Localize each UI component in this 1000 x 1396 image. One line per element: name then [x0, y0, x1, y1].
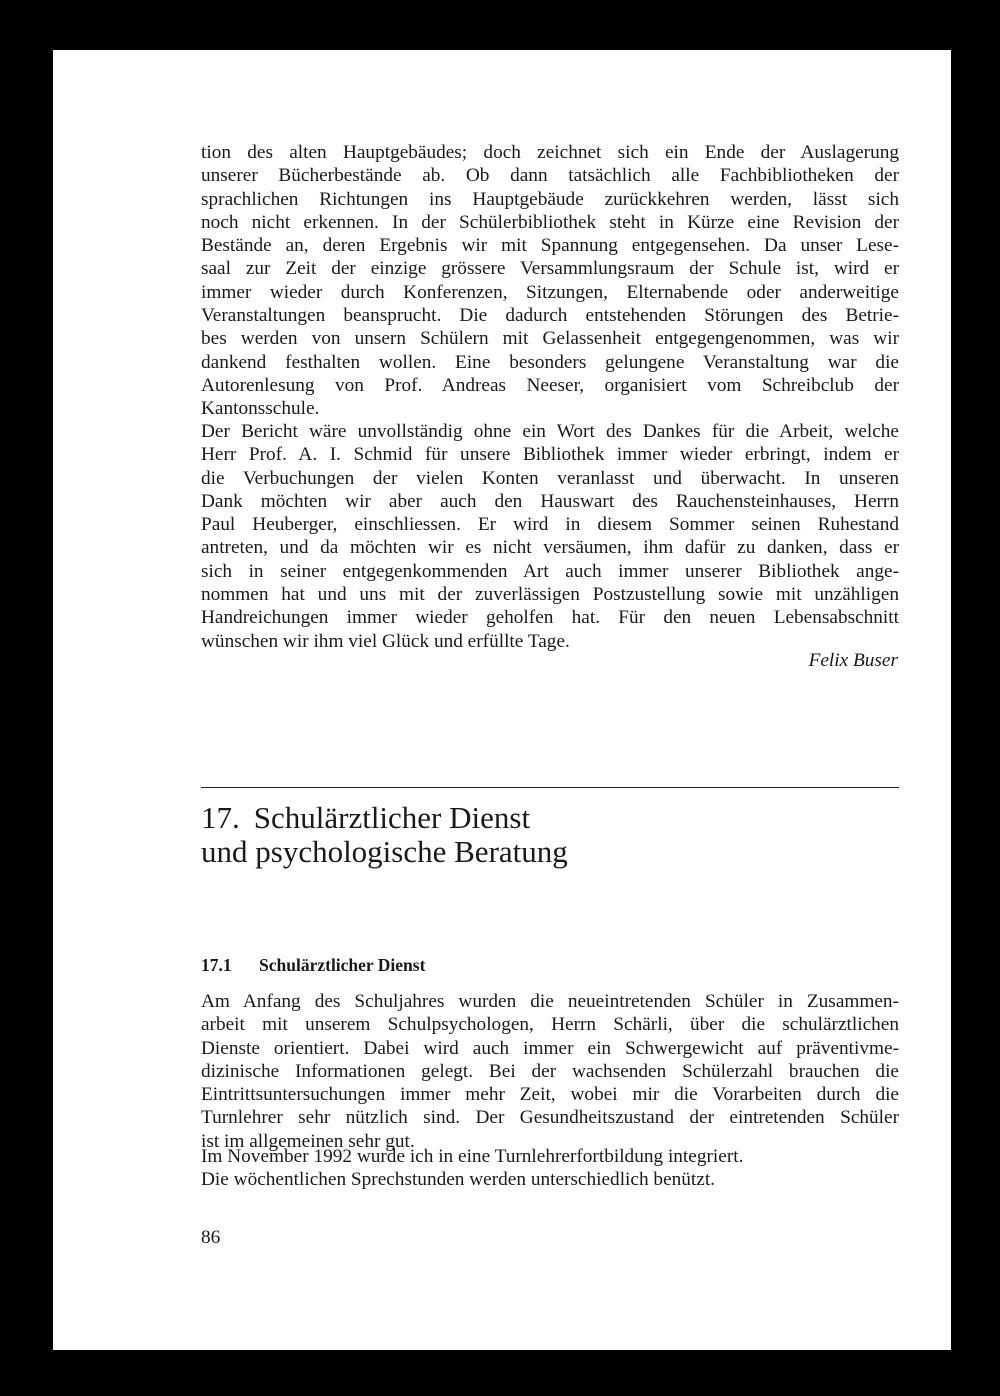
text-line: Im November 1992 wurde ich in eine Turnlehrerfortbildung integriert. — [201, 1146, 744, 1167]
thanks-paragraph — [201, 420, 899, 653]
text-line: arbeit mit unserem Schulpsychologen, Herrn Schärli, über die schulärztlichen — [201, 1014, 899, 1036]
text-line: immer wieder durch Konferenzen, Sitzungen, Elternabende oder anderweitige — [201, 281, 899, 303]
page-number: 86 — [201, 1227, 221, 1248]
text-line: nommen hat und uns mit der zuverlässigen Postzustellung sowie mit unzähligen — [201, 584, 899, 606]
text-line: Eintrittsuntersuchungen immer mehr Zeit, wobei mir die Vorarbeiten durch die — [201, 1084, 899, 1106]
text-line: tion des alten Hauptgebäudes; doch zeichnet sich ein Ende der Auslagerung — [201, 142, 899, 163]
training-paragraph — [201, 1145, 899, 1192]
section-heading — [201, 955, 425, 976]
chapter-title-line-2: und psychologische Beratung — [201, 834, 568, 869]
text-line: unserer Bücherbestände ab. Ob dann tatsächlich alle Fachbibliotheken der — [201, 165, 899, 187]
text-line: die Verbuchungen der vielen Konten veranlasst und überwacht. In unseren — [201, 467, 899, 489]
section-title: Schulärztlicher Dienst — [259, 955, 426, 975]
text-line: Bestände an, deren Ergebnis wir mit Spannung entgegensehen. Da unser Lese- — [201, 235, 899, 257]
text-line: Dank möchten wir aber auch den Hauswart des Rauchensteinhauses, Herrn — [201, 490, 899, 512]
text-line: Dienste orientiert. Dabei wird auch immer ein Schwergewicht auf präventivme- — [201, 1037, 899, 1059]
text-line: Handreichungen immer wieder geholfen hat. Für den neuen Lebensabschnitt — [201, 607, 899, 629]
text-line: bes werden von unsern Schülern mit Gelassenheit entgegengenommen, was wir — [201, 328, 899, 350]
text-line: Herr Prof. A. I. Schmid für unsere Bibliothek immer wieder erbringt, indem er — [201, 444, 899, 466]
text-line: sich in seiner entgegenkommenden Art auch immer unserer Bibliothek ange- — [201, 560, 899, 582]
text-line: dankend festhalten wollen. Eine besonders gelungene Veranstaltung war die — [201, 351, 899, 373]
text-line: dizinische Informationen gelegt. Bei der wachsenden Schülerzahl brauchen die — [201, 1060, 899, 1082]
author-signature: Felix Buser — [808, 650, 898, 671]
text-line: antreten, und da möchten wir es nicht versäumen, ihm dafür zu danken, dass er — [201, 537, 899, 559]
chapter-title-line-1: Schulärztlicher Dienst — [253, 800, 531, 835]
text-line: saal zur Zeit der einzige grössere Versammlungsraum der Schule ist, wird er — [201, 258, 899, 280]
library-report-paragraph — [201, 141, 899, 421]
text-line: Paul Heuberger, einschliessen. Er wird in diesem Sommer seinen Ruhestand — [201, 514, 899, 536]
document-page — [53, 50, 951, 1350]
text-line: Turnlehrer sehr nützlich sind. Der Gesundheitszustand der eintretenden Schüler — [201, 1107, 899, 1129]
chapter-heading — [201, 801, 568, 869]
text-line: wünschen wir ihm viel Glück und erfüllte Tage. — [201, 630, 570, 652]
text-line: ist im allgemeinen sehr gut. — [201, 1130, 415, 1152]
text-line: Der Bericht wäre unvollständig ohne ein Wort des Dankes für die Arbeit, welche — [201, 421, 899, 442]
text-line: Veranstaltungen beansprucht. Die dadurch entstehenden Störungen des Betrie- — [201, 305, 899, 327]
text-line: Am Anfang des Schuljahres wurden die neueintretenden Schüler in Zusammen- — [201, 991, 899, 1012]
text-line: noch nicht erkennen. In der Schülerbibliothek steht in Kürze eine Revision der — [201, 211, 899, 233]
text-line: Kantonsschule. — [201, 398, 320, 420]
text-line: Autorenlesung von Prof. Andreas Neeser, organisiert vom Schreibclub der — [201, 374, 899, 396]
text-line: Die wöchentlichen Sprechstunden werden unterschiedlich benützt. — [201, 1169, 715, 1191]
medical-service-paragraph — [201, 990, 899, 1153]
section-divider — [201, 787, 899, 788]
section-number: 17.1 — [201, 955, 232, 975]
text-line: sprachlichen Richtungen ins Hauptgebäude zurückkehren werden, lässt sich — [201, 188, 899, 210]
chapter-number: 17. — [201, 800, 240, 835]
